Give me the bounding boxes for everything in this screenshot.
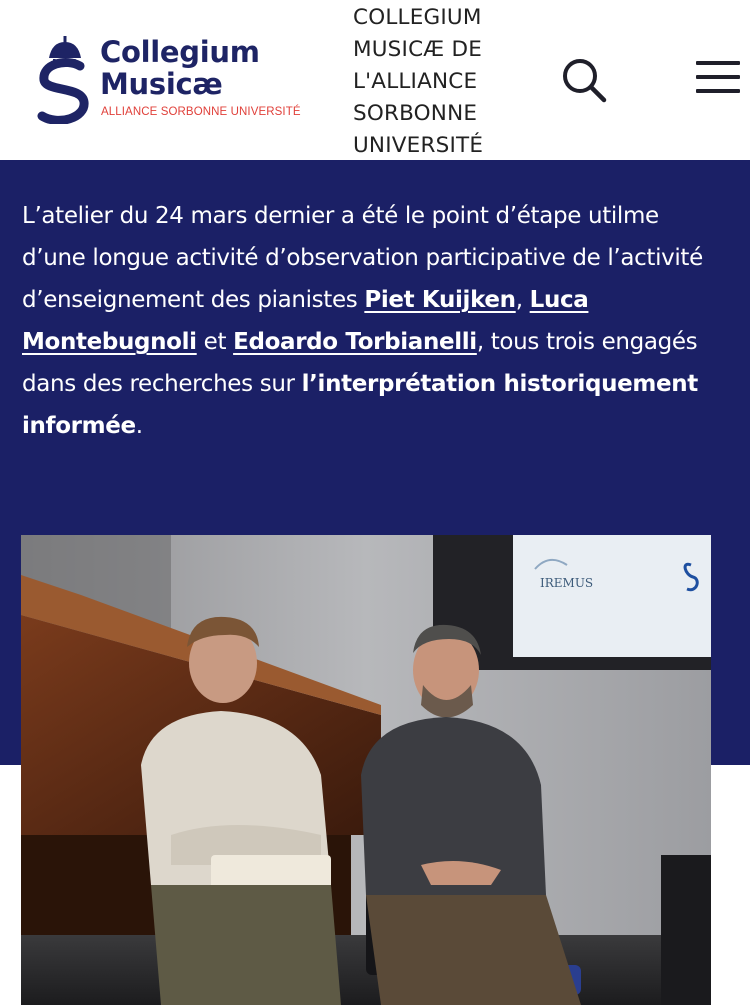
intro-separator-1: , [515,287,530,313]
link-luca-montebugnoli[interactable]: Luca Montebugnoli [22,287,589,355]
logo-name-line1: Collegium [100,35,260,69]
menu-button[interactable] [692,58,742,98]
collegium-logo-icon [36,36,94,124]
logo-wordmark [100,36,260,100]
site-title[interactable]: COLLEGIUM MUSICÆ DE L'ALLIANCE SORBONNE UNIVERSITÉ [353,5,484,158]
link-edoardo-torbianelli[interactable]: Edoardo Torbianelli [233,329,477,355]
photo-illustration [21,535,711,1005]
intro-text-2: , tous trois engagés dans des recherches sur [22,329,698,397]
intro-end: . [135,413,143,439]
search-button[interactable] [558,54,610,106]
link-piet-kuijken[interactable]: Piet Kuijken [364,287,516,313]
screen-logo-text: IREMUS [540,576,594,590]
logo-subtitle: ALLIANCE SORBONNE UNIVERSITÉ [101,106,301,118]
intro-bold-phrase: l’interprétation historiquement informée [22,371,698,439]
site-logo[interactable] [36,35,301,128]
intro-separator-2: et [196,329,234,355]
logo-name-line2: Musicæ [100,67,223,101]
search-icon [558,54,610,106]
article-photo [21,535,711,1005]
site-header [0,0,750,160]
intro-text-1: L’atelier du 24 mars dernier a été le point d’étape utilme d’une longue activité d’observation participative de l’activité d’enseignement des pianistes [22,203,703,313]
article-intro [22,195,728,447]
